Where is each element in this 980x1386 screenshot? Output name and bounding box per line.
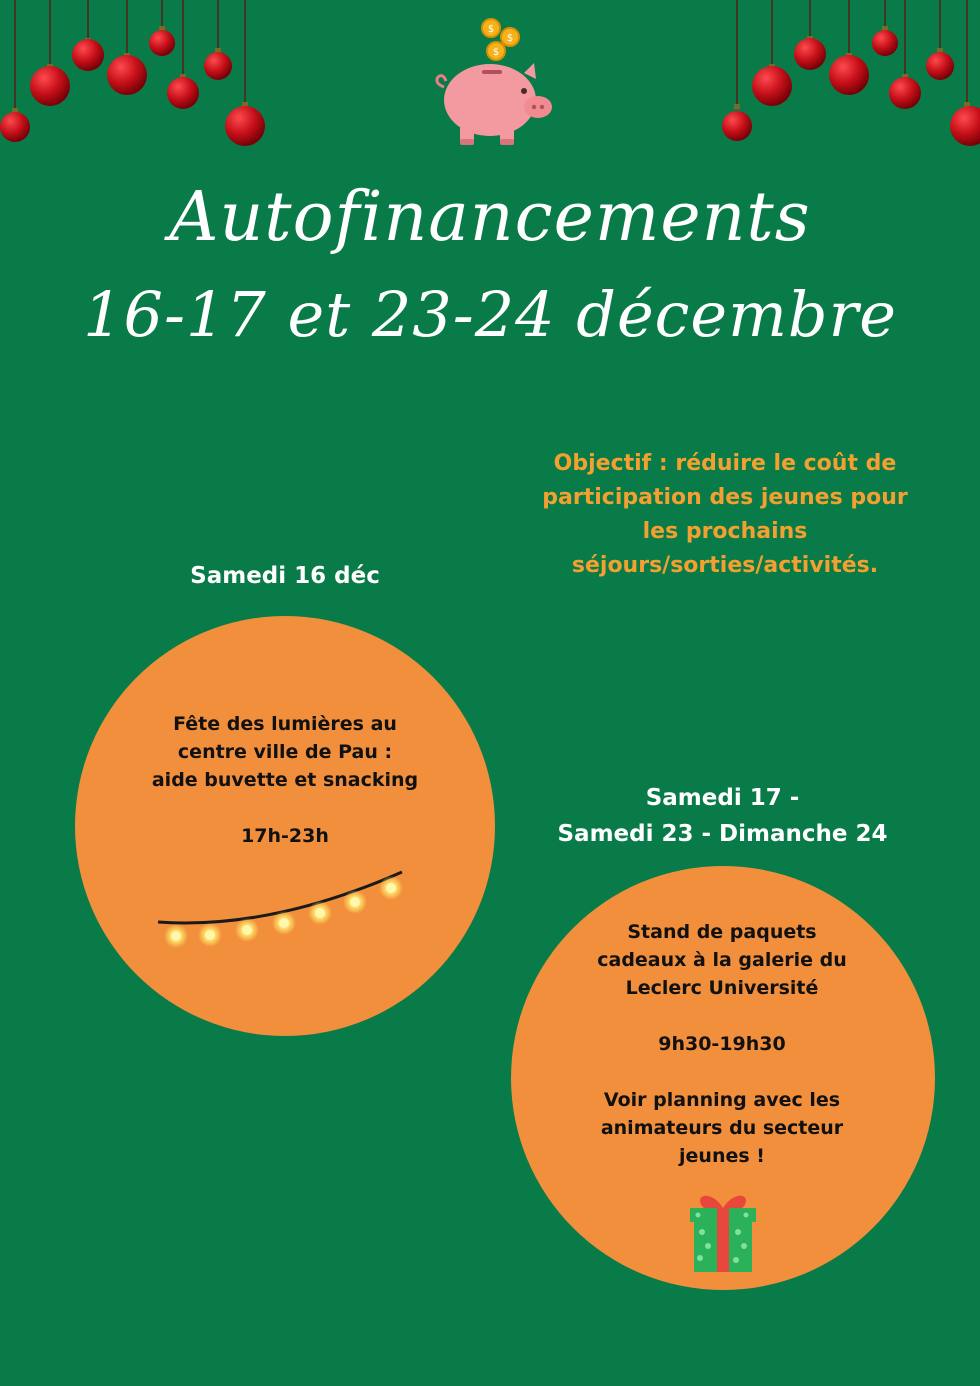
objective-text: Objectif : réduire le coût de participation des jeunes pour les prochains séjours/sorties/activités. [542,451,908,578]
event2-note-line: animateurs du secteur [600,1117,844,1139]
event2-line: Leclerc Université [625,977,819,999]
event2-line: Stand de paquets [627,921,817,943]
svg-text:$: $ [492,47,500,58]
event1-date: Samedi 16 déc [190,563,380,589]
event1-line: Fête des lumières au [173,713,397,735]
event2-hours: 9h30-19h30 [658,1033,786,1055]
christmas-baubles-left-icon [0,0,280,160]
event2-line: cadeaux à la galerie du [597,949,847,971]
event2-date [520,780,925,852]
coin-icon [482,19,519,60]
title-line-2: 16-17 et 23-24 décembre [83,278,897,351]
event2-note-line: jeunes ! [679,1145,765,1167]
event1-hours: 17h-23h [241,825,329,847]
event1-line: centre ville de Pau : [177,741,393,763]
event2-date-line: Samedi 23 - Dimanche 24 [557,821,888,847]
piggy-bank-icon [430,15,560,150]
svg-text:$: $ [506,33,514,44]
event2-text [560,918,884,1170]
title-line-1: Autofinancements [169,178,811,257]
event2-note-line: Voir planning avec les [603,1089,841,1111]
event2-date-line: Samedi 17 - [645,785,800,811]
gift-box-icon [686,1186,760,1276]
christmas-baubles-right-icon [720,0,980,160]
event1-text [120,710,450,850]
event1-line: aide buvette et snacking [151,769,419,791]
svg-text:$: $ [487,24,495,35]
string-lights-icon [150,860,420,960]
